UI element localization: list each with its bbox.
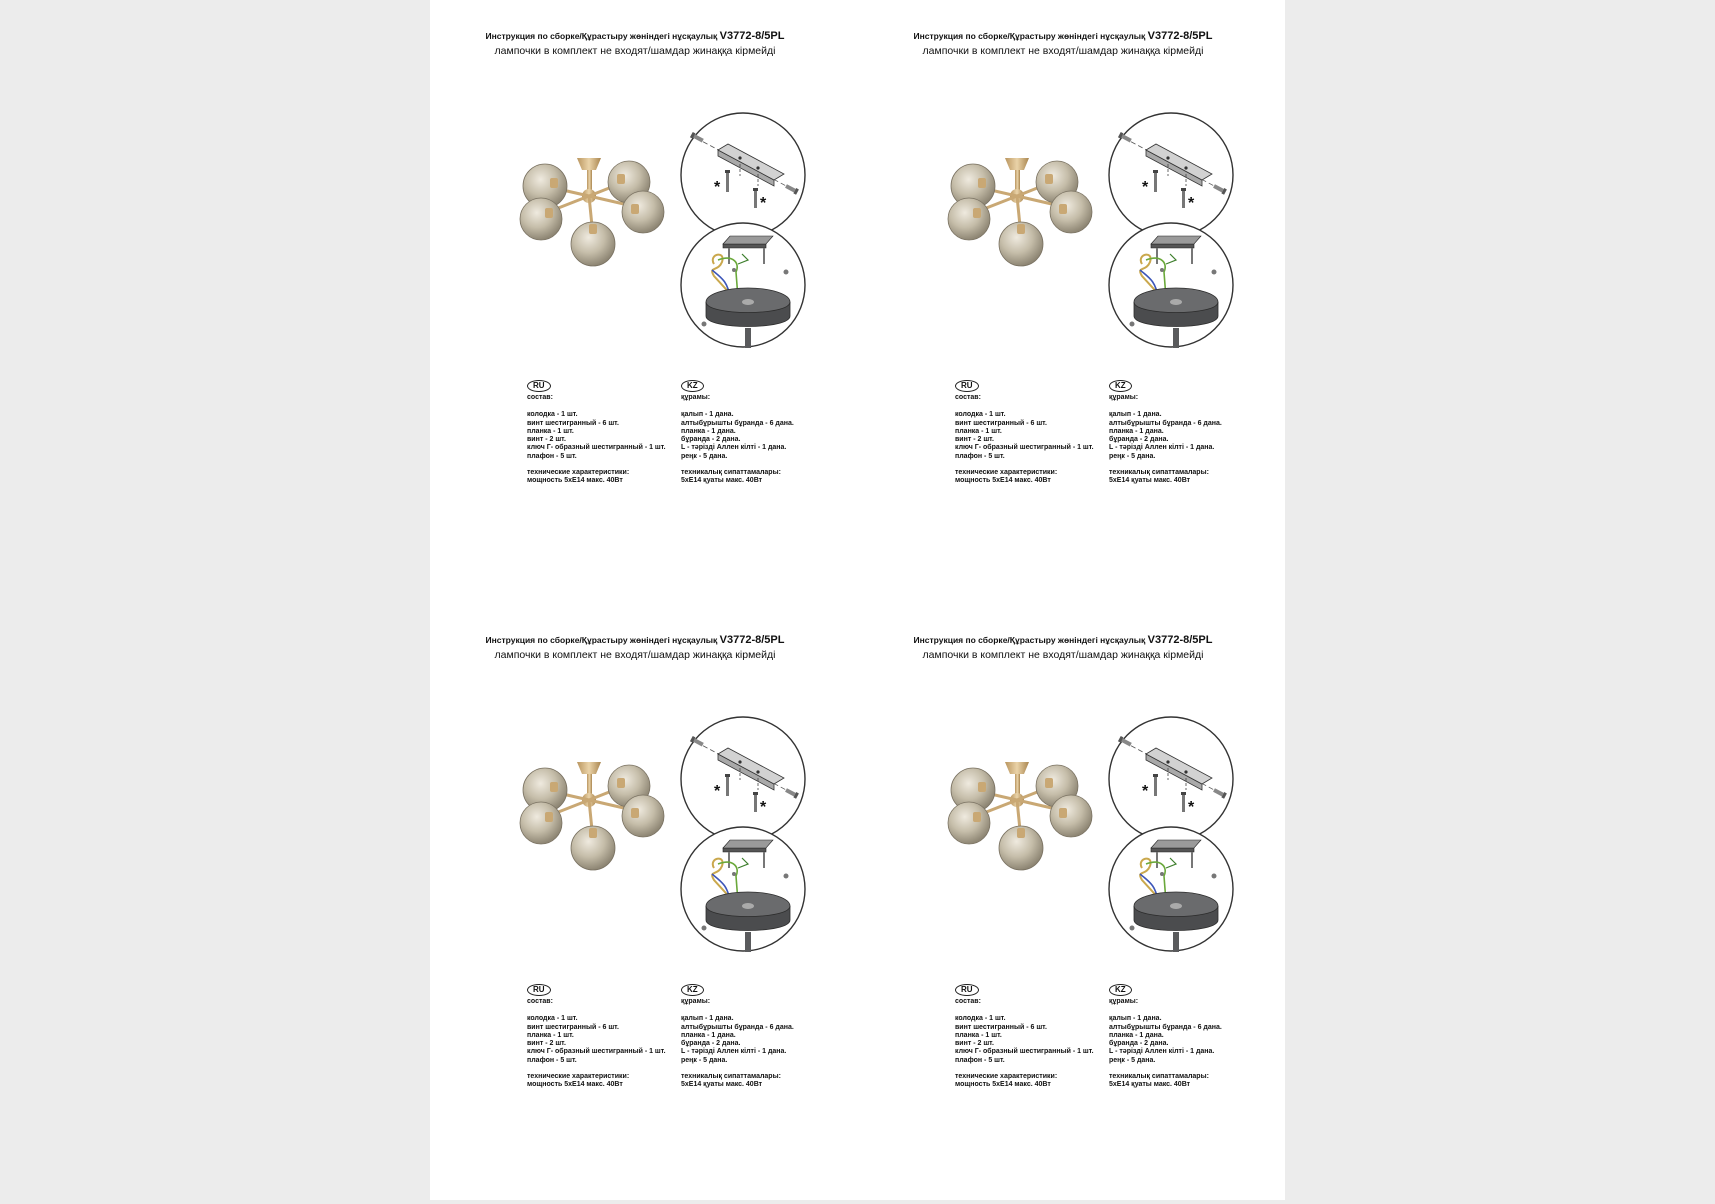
wiring-diagram [678,220,808,350]
panel-subtitle: лампочки в комплект не входят/шамдар жинаққа кірмейді [494,649,776,661]
part-item: планка - 1 шт. [527,1031,574,1039]
part-item: L - тәрізді Аллен кілті - 1 дана. [1109,444,1215,452]
chandelier-illustration [945,156,1095,281]
part-item: винт шестигранный - 6 шт. [955,419,1047,427]
part-item: винт - 2 шт. [527,436,566,444]
instruction-panel [475,604,895,1204]
part-item: винт шестигранный - 6 шт. [955,1023,1047,1031]
composition-ru [527,380,677,486]
language-badge-ru: RU [527,984,551,996]
composition-heading-ru: состав: [527,394,553,401]
chandelier-illustration [945,760,1095,885]
model-number: V3772-8/5PL [1147,30,1213,42]
specs-value-ru: мощность 5хЕ14 макс. 40Вт [527,1081,623,1089]
parts-list-ru [955,411,1105,461]
part-item: планка - 1 дана. [1109,427,1164,435]
part-item: реңк - 5 дана. [681,1056,728,1064]
wiring-diagram [1106,824,1236,954]
mark-asterisk-1: * [714,783,721,800]
part-item: планка - 1 шт. [955,427,1002,435]
composition-heading-kz: құрамы: [681,394,711,401]
parts-list-kz [681,411,831,461]
part-item: колодка - 1 шт. [527,411,578,419]
title-prefix: Инструкция по сборке/Құрастыру жөніндегі нұсқаулық [485,31,720,41]
panel-title [475,30,795,42]
part-item: қалып - 1 дана. [1109,411,1162,419]
part-item: планка - 1 шт. [955,1031,1002,1039]
specs-heading-kz: техникалық сипаттамалары: [681,1073,781,1081]
part-item: колодка - 1 шт. [955,411,1006,419]
panel-title [903,30,1223,42]
language-badge-kz: KZ [1109,380,1132,392]
panel-title [475,634,795,646]
part-item: қалып - 1 дана. [681,1015,734,1023]
wiring-diagram [678,824,808,954]
specs-value-kz: 5хЕ14 қуаты макс. 40Вт [681,477,763,485]
part-item: бұранда - 2 дана. [681,1040,741,1048]
part-item: қалып - 1 дана. [681,411,734,419]
language-badge-ru: RU [955,984,979,996]
part-item: планка - 1 дана. [681,427,736,435]
part-item: бұранда - 2 дана. [1109,436,1169,444]
composition-kz [681,380,831,486]
part-item: реңк - 5 дана. [681,452,728,460]
composition-heading-ru: состав: [527,998,553,1005]
chandelier-illustration [517,760,667,885]
panel-header [903,634,1223,661]
panel-header [903,30,1223,57]
language-badge-kz: KZ [681,984,704,996]
panel-title [903,634,1223,646]
specs-heading-kz: техникалық сипаттамалары: [1109,469,1209,477]
mark-asterisk-2: * [760,195,767,212]
language-badge-kz: KZ [681,380,704,392]
part-item: бұранда - 2 дана. [681,436,741,444]
composition-heading-ru: состав: [955,998,981,1005]
part-item: ключ Г- образный шестигранный - 1 шт. [527,444,666,452]
panel-subtitle: лампочки в комплект не входят/шамдар жинаққа кірмейді [922,45,1204,57]
title-prefix: Инструкция по сборке/Құрастыру жөніндегі нұсқаулық [913,31,1148,41]
panel-subtitle: лампочки в комплект не входят/шамдар жинаққа кірмейді [922,649,1204,661]
composition-kz [681,984,831,1090]
panel-header [475,30,795,57]
parts-list-kz [1109,411,1259,461]
chandelier-illustration [517,156,667,281]
model-number: V3772-8/5PL [719,30,785,42]
language-badge-kz: KZ [1109,984,1132,996]
part-item: винт шестигранный - 6 шт. [527,419,619,427]
part-item: қалып - 1 дана. [1109,1015,1162,1023]
part-item: алтыбұрышты бұранда - 6 дана. [681,1023,794,1031]
composition-kz [1109,380,1259,486]
part-item: ключ Г- образный шестигранный - 1 шт. [527,1048,666,1056]
wiring-diagram [1106,220,1236,350]
specs-value-kz: 5хЕ14 қуаты макс. 40Вт [1109,477,1191,485]
parts-list-kz [681,1015,831,1065]
specs-heading-kz: техникалық сипаттамалары: [681,469,781,477]
part-item: L - тәрізді Аллен кілті - 1 дана. [681,1048,787,1056]
composition-heading-kz: құрамы: [681,998,711,1005]
part-item: алтыбұрышты бұранда - 6 дана. [681,419,794,427]
instruction-sheet [430,0,1285,1200]
model-number: V3772-8/5PL [719,634,785,646]
part-item: винт - 2 шт. [527,1040,566,1048]
part-item: планка - 1 дана. [1109,1031,1164,1039]
part-item: колодка - 1 шт. [527,1015,578,1023]
part-item: реңк - 5 дана. [1109,1056,1156,1064]
mark-asterisk-2: * [760,799,767,816]
composition-ru [527,984,677,1090]
specs-value-ru: мощность 5хЕ14 макс. 40Вт [527,477,623,485]
specs-value-ru: мощность 5хЕ14 макс. 40Вт [955,477,1051,485]
part-item: ключ Г- образный шестигранный - 1 шт. [955,444,1094,452]
part-item: винт - 2 шт. [955,1040,994,1048]
specs-heading-ru: технические характеристики: [527,1073,630,1081]
specs-value-kz: 5хЕ14 қуаты макс. 40Вт [1109,1081,1191,1089]
specs-heading-kz: техникалық сипаттамалары: [1109,1073,1209,1081]
mark-asterisk-2: * [1188,799,1195,816]
part-item: винт - 2 шт. [955,436,994,444]
composition-ru [955,380,1105,486]
part-item: плафон - 5 шт. [955,1056,1005,1064]
part-item: планка - 1 дана. [681,1031,736,1039]
mark-asterisk-1: * [1142,783,1149,800]
parts-list-ru [955,1015,1105,1065]
specs-value-kz: 5хЕ14 қуаты макс. 40Вт [681,1081,763,1089]
part-item: L - тәрізді Аллен кілті - 1 дана. [1109,1048,1215,1056]
specs-value-ru: мощность 5хЕ14 макс. 40Вт [955,1081,1051,1089]
model-number: V3772-8/5PL [1147,634,1213,646]
mark-asterisk-2: * [1188,195,1195,212]
composition-kz [1109,984,1259,1090]
part-item: планка - 1 шт. [527,427,574,435]
panel-header [475,634,795,661]
part-item: колодка - 1 шт. [955,1015,1006,1023]
part-item: L - тәрізді Аллен кілті - 1 дана. [681,444,787,452]
specs-heading-ru: технические характеристики: [527,469,630,477]
title-prefix: Инструкция по сборке/Құрастыру жөніндегі нұсқаулық [913,635,1148,645]
part-item: плафон - 5 шт. [527,452,577,460]
composition-heading-kz: құрамы: [1109,998,1139,1005]
mark-asterisk-1: * [714,179,721,196]
mark-asterisk-1: * [1142,179,1149,196]
composition-ru [955,984,1105,1090]
instruction-panel [475,0,895,600]
panel-subtitle: лампочки в комплект не входят/шамдар жинаққа кірмейді [494,45,776,57]
specs-heading-ru: технические характеристики: [955,1073,1058,1081]
title-prefix: Инструкция по сборке/Құрастыру жөніндегі нұсқаулық [485,635,720,645]
part-item: алтыбұрышты бұранда - 6 дана. [1109,1023,1222,1031]
part-item: алтыбұрышты бұранда - 6 дана. [1109,419,1222,427]
parts-list-ru [527,411,677,461]
part-item: бұранда - 2 дана. [1109,1040,1169,1048]
language-badge-ru: RU [527,380,551,392]
composition-heading-ru: состав: [955,394,981,401]
composition-heading-kz: құрамы: [1109,394,1139,401]
parts-list-kz [1109,1015,1259,1065]
part-item: ключ Г- образный шестигранный - 1 шт. [955,1048,1094,1056]
part-item: плафон - 5 шт. [527,1056,577,1064]
instruction-panel [903,604,1323,1204]
language-badge-ru: RU [955,380,979,392]
part-item: винт шестигранный - 6 шт. [527,1023,619,1031]
instruction-panel [903,0,1323,600]
parts-list-ru [527,1015,677,1065]
part-item: реңк - 5 дана. [1109,452,1156,460]
part-item: плафон - 5 шт. [955,452,1005,460]
specs-heading-ru: технические характеристики: [955,469,1058,477]
